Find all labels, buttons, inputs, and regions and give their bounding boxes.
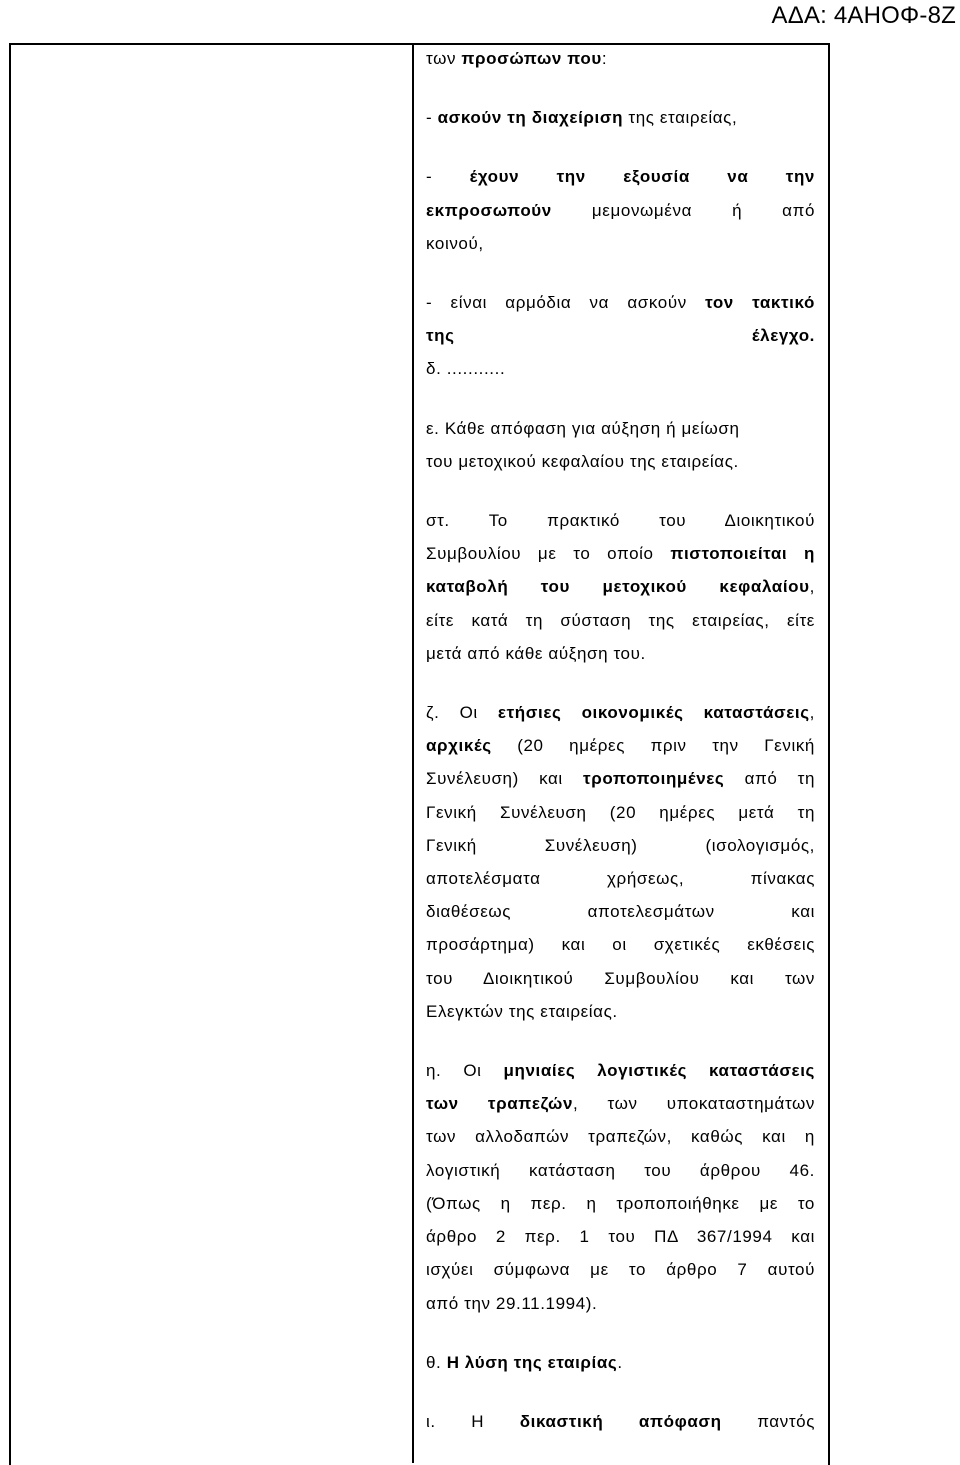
- paragraph-persons: των προσώπων που:: [426, 49, 608, 68]
- paragraph-representation: - έχουν την εξουσία να την εκπροσωπούν μεμονωμένα ή από κοινού,: [426, 167, 815, 253]
- paragraph-board-minutes: στ. Το πρακτικό του Διοικητικού Συμβουλίου με το οποίο πιστοποιείται η καταβολή του μετοχικού κεφαλαίου, είτε κατά τη σύσταση της εταιρείας, είτε μετά από κάθε αύξηση του.: [426, 511, 816, 663]
- table-column-divider: [412, 43, 414, 1463]
- paragraph-capital-change: ε. Κάθε απόφαση για αύξηση ή μείωση του μετοχικού κεφαλαίου της εταιρείας.: [426, 418, 740, 471]
- paragraph-annual-statements: ζ. Οι ετήσιες οικονομικές καταστάσεις, αρχικές (20 ημέρες πριν την Γενική Συνέλευση) και τροποποιημένες από τη Γενική Συνέλευση (20 ημέρες μετά τη Γενική Συνέλευση) (ισολογισμός, αποτελέσματα χρήσεως, πίνακας διαθέσεως αποτελεσμάτων και προσάρτημα) και οι σχετικές εκθέσεις του Διοικητικού Συμβουλίου και των Ελεγκτών της εταιρείας.: [426, 703, 816, 1021]
- paragraph-control: - είναι αρμόδια να ασκούν τον τακτικό της έλεγχο. δ. ...........: [426, 293, 815, 379]
- paragraph-monthly-statements: η. Οι μηνιαίες λογιστικές καταστάσεις των τραπεζών, των υποκαταστημάτων των αλλοδαπών τραπεζών, καθώς και η λογιστική κατάσταση του άρθρου 46. (Όπως η περ. η τροποποιήθηκε με το άρθρο 2 περ. 1 του ΠΔ 367/1994 και ισχύει σύμφωνα με το άρθρο 7 αυτού από την 29.11.1994).: [426, 1061, 815, 1313]
- paragraph-dissolution: θ. Η λύση της εταιρίας.: [426, 1352, 623, 1372]
- ada-identifier: ΑΔΑ: 4ΑΗΟΦ-8Ζ: [771, 2, 956, 29]
- paragraph-management: - ασκούν τη διαχείριση της εταιρείας,: [426, 108, 738, 128]
- table-right-cell: [426, 42, 815, 1438]
- paragraph-court-decision: ι. Η δικαστική απόφαση παντός: [426, 1411, 815, 1431]
